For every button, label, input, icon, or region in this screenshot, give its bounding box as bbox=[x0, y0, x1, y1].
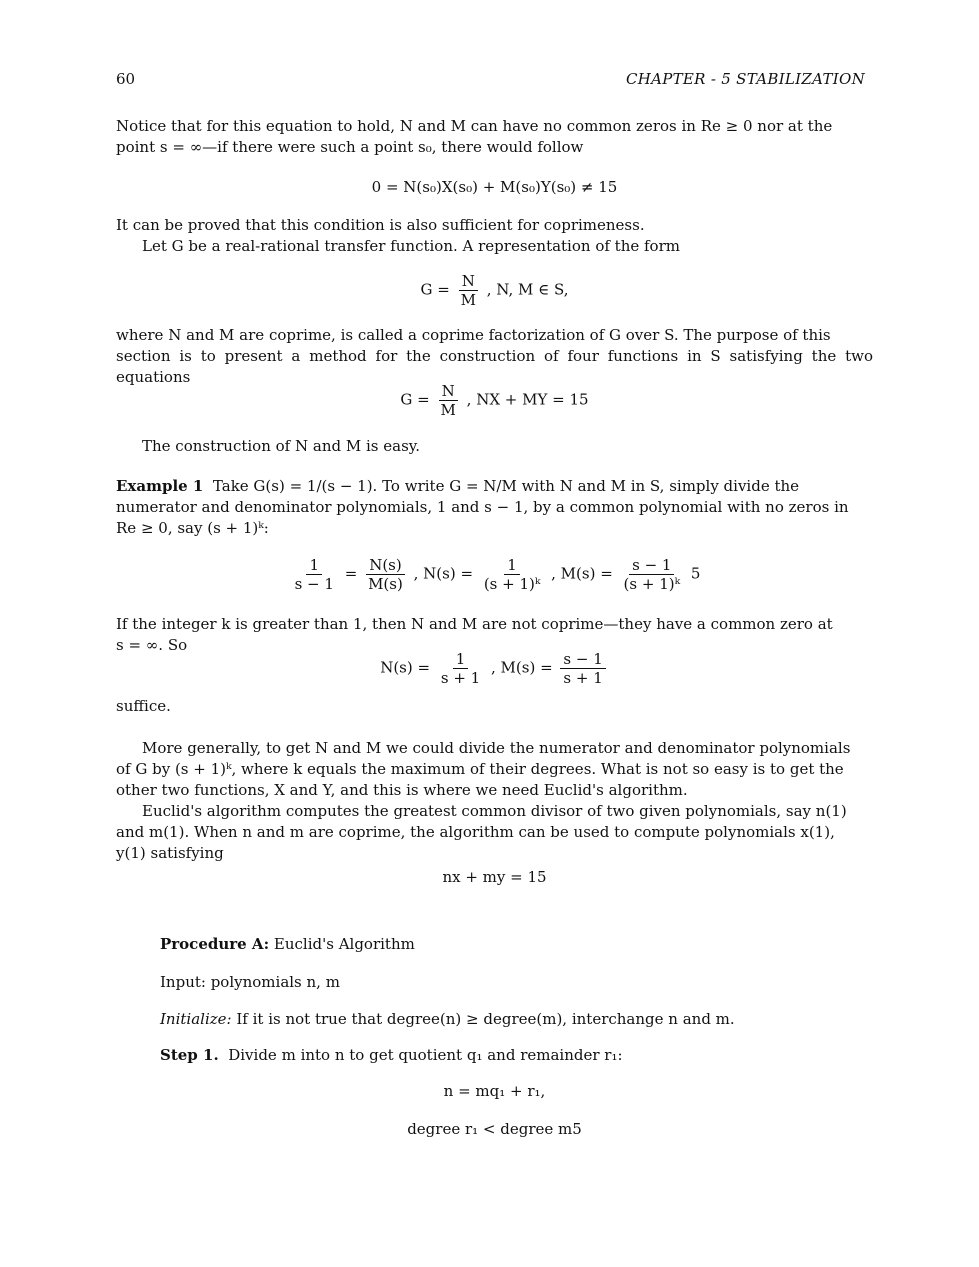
procedure-name: Euclid's Algorithm bbox=[273, 935, 415, 953]
denominator: s + 1 bbox=[563, 669, 603, 687]
paragraph-suffice bbox=[116, 696, 873, 717]
text-line: of G by (s + 1)ᵏ, where k equals the maximum of their degrees. What is not so easy is to get the bbox=[116, 760, 844, 778]
numerator: 1 bbox=[504, 556, 520, 575]
numerator: s − 1 bbox=[560, 650, 605, 669]
text-line: Re ≥ 0, say (s + 1)ᵏ: bbox=[116, 519, 269, 537]
denominator: s + 1 bbox=[440, 669, 481, 687]
numerator: s − 1 bbox=[629, 556, 674, 575]
text-line: other two functions, X and Y, and this is where we need Euclid's algorithm. bbox=[116, 781, 688, 799]
procedure-initialize bbox=[160, 1009, 873, 1030]
procedure-step-1 bbox=[160, 1045, 873, 1066]
paragraph-coprime-factorization bbox=[116, 325, 873, 388]
denominator: M bbox=[440, 401, 456, 419]
equals-sign: = bbox=[344, 564, 358, 583]
text-line: Let G be a real-rational transfer function. A representation of the form bbox=[142, 237, 680, 255]
equation-4 bbox=[116, 556, 873, 593]
numerator: 1 bbox=[453, 650, 469, 669]
paragraph-sufficiency bbox=[116, 215, 873, 257]
numerator: 1 bbox=[306, 556, 322, 575]
text-line: where N and M are coprime, is called a coprime factorization of G over S. The purpose of this bbox=[116, 326, 831, 344]
numerator: N bbox=[439, 382, 458, 401]
denominator: s − 1 bbox=[294, 575, 334, 593]
text-line: numerator and denominator polynomials, 1 and s − 1, by a common polynomial with no zeros in bbox=[116, 498, 849, 516]
running-header: CHAPTER - 5 STABILIZATION bbox=[625, 70, 865, 88]
eq-text: , N(s) = bbox=[413, 564, 474, 583]
numerator: N bbox=[459, 272, 478, 291]
initialize-label: Initialize: bbox=[160, 1010, 232, 1028]
step-text: Divide m into n to get quotient q₁ and remainder r₁: bbox=[228, 1046, 623, 1064]
example-1 bbox=[116, 476, 873, 539]
text-line: It can be proved that this condition is also sufficient for coprimeness. bbox=[116, 216, 645, 234]
eq-lhs: G = bbox=[400, 390, 430, 409]
text-line: s = ∞. So bbox=[116, 636, 188, 654]
step-equation-a: n = mq₁ + r₁, bbox=[443, 1082, 546, 1100]
text-line: Notice that for this equation to hold, N and M can have no common zeros in Re ≥ 0 nor at the bbox=[116, 117, 833, 135]
equation-6: nx + my = 15 bbox=[442, 868, 547, 886]
text-line: point s = ∞—if there were such a point s₀, there would follow bbox=[116, 138, 584, 156]
fraction bbox=[292, 556, 337, 593]
denominator: (s + 1)ᵏ bbox=[483, 575, 541, 593]
text-line: suffice. bbox=[116, 697, 171, 715]
page-number: 60 bbox=[116, 70, 136, 88]
paragraph-coprime-condition bbox=[116, 116, 873, 158]
example-text: Take G(s) = 1/(s − 1). To write G = N/M with N and M in S, simply divide the bbox=[212, 477, 800, 495]
fraction bbox=[438, 382, 459, 419]
eq-text: , M(s) = bbox=[551, 564, 613, 583]
denominator: M bbox=[460, 291, 476, 309]
fraction bbox=[438, 650, 483, 687]
fraction bbox=[560, 650, 605, 687]
paragraph-construction bbox=[116, 436, 873, 457]
initialize-text: If it is not true that degree(n) ≥ degree(m), interchange n and m. bbox=[236, 1010, 735, 1028]
eq-rhs: , NX + MY = 15 bbox=[466, 390, 589, 409]
equation-3 bbox=[116, 382, 873, 419]
denominator: M(s) bbox=[368, 575, 403, 593]
fraction bbox=[621, 556, 684, 593]
eq-lhs: G = bbox=[420, 280, 450, 299]
text-line: The construction of N and M is easy. bbox=[142, 437, 421, 455]
equation-2 bbox=[116, 272, 873, 309]
text-line: More generally, to get N and M we could divide the numerator and denominator polynomials bbox=[142, 739, 851, 757]
text-line: y(1) satisfying bbox=[116, 844, 224, 862]
step-equation-b: degree r₁ < degree m5 bbox=[407, 1120, 582, 1138]
eq-rhs: , N, M ∈ S, bbox=[486, 280, 569, 299]
procedure-input: Input: polynomials n, m bbox=[160, 973, 340, 991]
fraction bbox=[481, 556, 544, 593]
step-label: Step 1. bbox=[160, 1046, 219, 1064]
procedure-title bbox=[160, 934, 873, 955]
example-label: Example 1 bbox=[116, 477, 204, 495]
eq-lhs: N(s) = bbox=[380, 658, 431, 677]
denominator: (s + 1)ᵏ bbox=[623, 575, 681, 593]
procedure-label: Procedure A: bbox=[160, 935, 270, 953]
fraction bbox=[365, 556, 406, 593]
text-line: section is to present a method for the construction of four functions in S satisfying the two equations bbox=[116, 347, 873, 386]
equation-5 bbox=[116, 650, 873, 687]
equation-1: 0 = N(s₀)X(s₀) + M(s₀)Y(s₀) ≠ 15 bbox=[371, 178, 618, 196]
text-line: and m(1). When n and m are coprime, the algorithm can be used to compute polynomials x(1), bbox=[116, 823, 835, 841]
fraction bbox=[458, 272, 479, 309]
eq-text: , M(s) = bbox=[491, 658, 553, 677]
numerator: N(s) bbox=[366, 556, 405, 575]
text-line bbox=[116, 476, 873, 497]
eq-text: 5 bbox=[690, 564, 701, 583]
paragraph-euclid bbox=[116, 738, 873, 864]
text-line: If the integer k is greater than 1, then N and M are not coprime—they have a common zero at bbox=[116, 615, 833, 633]
text-line: Euclid's algorithm computes the greatest common divisor of two given polynomials, say n(1) bbox=[142, 802, 847, 820]
